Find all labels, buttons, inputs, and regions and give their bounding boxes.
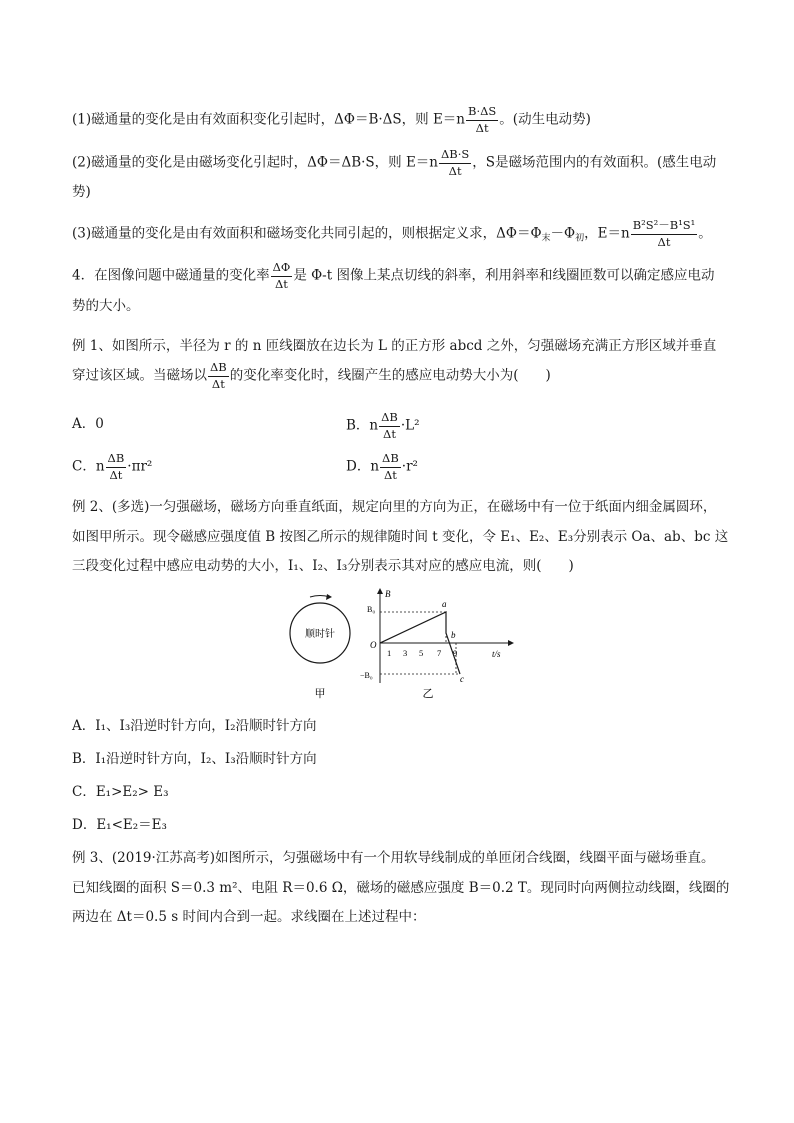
caption-jia: 甲 bbox=[314, 688, 326, 700]
example-1-line-2: 穿过该区域。当磁场以 $\frac{\Delta B}{\Delta t}$ 的变化率变化时，线圈产生的感应电动势大小为( ) bbox=[72, 360, 551, 391]
t-axis-label: t/s bbox=[492, 649, 501, 659]
point-4: 4．在图像问题中磁通量的变化率 $\frac{\Delta\Phi}{\Delta t}$ 是 Φ-t 图像上某点切线的斜率，利用斜率和线圈匝数可以确定感应电动 bbox=[72, 260, 715, 291]
point-3: (3)磁通量的变化是由有效面积和磁场变化共同引起的，则根据定义求，$\Delta\Phi=\Phi_末-\Phi_初$，E＝n $\frac{\text{B²S²－B¹S¹}}{\Delta t}$ 。 bbox=[72, 218, 712, 249]
point-2-cont: 势) bbox=[72, 184, 91, 200]
point-b-label: b bbox=[451, 630, 456, 640]
point-2: (2)磁通量的变化是由磁场变化引起时，ΔΦ＝ΔB·S，则 E＝n $\frac{\Delta B\cdot S}{\Delta t}$ ，S是磁场范围内的有效面积。(感生电动 bbox=[72, 147, 717, 178]
b-axis-arrow-icon bbox=[377, 588, 383, 594]
tick-5: 5 bbox=[419, 648, 424, 658]
example-1-option-c: C．n $\frac{\Delta B}{\Delta t}$ ·πr² bbox=[72, 451, 153, 482]
figure-jia bbox=[290, 594, 350, 700]
figure-diagram bbox=[270, 585, 530, 705]
example-2-line-3: 三段变化过程中感应电动势的大小，I₁、I₂、I₃分别表示其对应的感应电流，则( ) bbox=[72, 558, 574, 574]
example-2-option-d: D．E₁<E₂＝E₃ bbox=[72, 817, 167, 833]
tick-7: 7 bbox=[437, 648, 442, 658]
example-3-line-1: 例 3、(2019·江苏高考)如图所示，匀强磁场中有一个用软导线制成的单匝闭合线圈，线圈平面与磁场垂直。 bbox=[72, 850, 715, 866]
example-1-option-d: D．n $\frac{\Delta B}{\Delta t}$ ·r² bbox=[346, 451, 418, 482]
point-c-label: c bbox=[460, 674, 464, 684]
figure-yi bbox=[360, 588, 514, 700]
example-1-option-b: B．n $\frac{\Delta B}{\Delta t}$ ·L² bbox=[346, 410, 420, 441]
tick-9: 9 bbox=[453, 648, 458, 658]
b0-label: B₀ bbox=[367, 605, 376, 614]
fraction: $\frac{\Delta B}{\Delta t}$ bbox=[210, 360, 227, 391]
t-axis-arrow-icon bbox=[508, 640, 514, 646]
example-3-line-3: 两边在 Δt＝0.5 s 时间内合到一起。求线圈在上述过程中： bbox=[72, 909, 426, 925]
example-2-option-a: A．I₁、I₃沿逆时针方向，I₂沿顺时针方向 bbox=[72, 718, 317, 734]
fraction: $\frac{\Delta B\cdot S}{\Delta t}$ bbox=[441, 147, 470, 178]
example-2-line-1: 例 2、(多选)一匀强磁场，磁场方向垂直纸面，规定向里的方向为正，在磁场中有一位于纸面内细金属圆环， bbox=[72, 499, 717, 515]
fraction: $\frac{\Delta B}{\Delta t}$ bbox=[107, 451, 125, 482]
clockwise-label: 顺时针 bbox=[305, 629, 335, 640]
fraction: $\frac{B\cdot\Delta S}{\Delta t}$ bbox=[468, 104, 497, 135]
fraction: $\frac{\Delta B}{\Delta t}$ bbox=[382, 451, 399, 482]
example-2-option-b: B．I₁沿逆时针方向，I₂、I₃沿顺时针方向 bbox=[72, 751, 317, 767]
example-2-line-2: 如图甲所示。现令磁感应强度值 B 按图乙所示的规律随时间 t 变化，令 E₁、E₂、E₃分别表示 Oa、ab、bc 这 bbox=[72, 529, 729, 545]
neg-b0-label: −B₀ bbox=[360, 671, 373, 680]
origin-label: O bbox=[370, 640, 377, 650]
fraction: $\frac{\text{B²S²－B¹S¹}}{\Delta t}$ bbox=[632, 218, 696, 249]
caption-yi: 乙 bbox=[422, 688, 434, 700]
arrow-head-icon bbox=[326, 594, 332, 600]
b-axis-label: B bbox=[385, 589, 391, 599]
example-1-line-1: 例 1、如图所示，半径为 r 的 n 匝线圈放在边长为 L 的正方形 abcd 之外，匀强磁场充满正方形区域并垂直 bbox=[72, 338, 717, 354]
example-3-line-2: 已知线圈的面积 S＝0.3 m²、电阻 R＝0.6 Ω，磁场的磁感应强度 B＝0.2 T。现同时向两侧拉动线圈，线圈的 bbox=[72, 880, 730, 896]
point-1: (1)磁通量的变化是由有效面积变化引起时，ΔΦ＝B·ΔS，则 E＝n $\frac{B\cdot\Delta S}{\Delta t}$ 。(动生电动势) bbox=[72, 104, 591, 135]
fraction: $\frac{\Delta\Phi}{\Delta t}$ bbox=[272, 260, 291, 291]
fraction: $\frac{\Delta B}{\Delta t}$ bbox=[381, 410, 398, 441]
example-2-option-c: C．E₁>E₂> E₃ bbox=[72, 784, 169, 800]
example-1-option-a: A．0 bbox=[72, 416, 104, 432]
point-4-cont: 势的大小。 bbox=[72, 298, 140, 314]
tick-1: 1 bbox=[387, 648, 392, 658]
point-a-label: a bbox=[442, 599, 447, 609]
tick-3: 3 bbox=[403, 648, 408, 658]
